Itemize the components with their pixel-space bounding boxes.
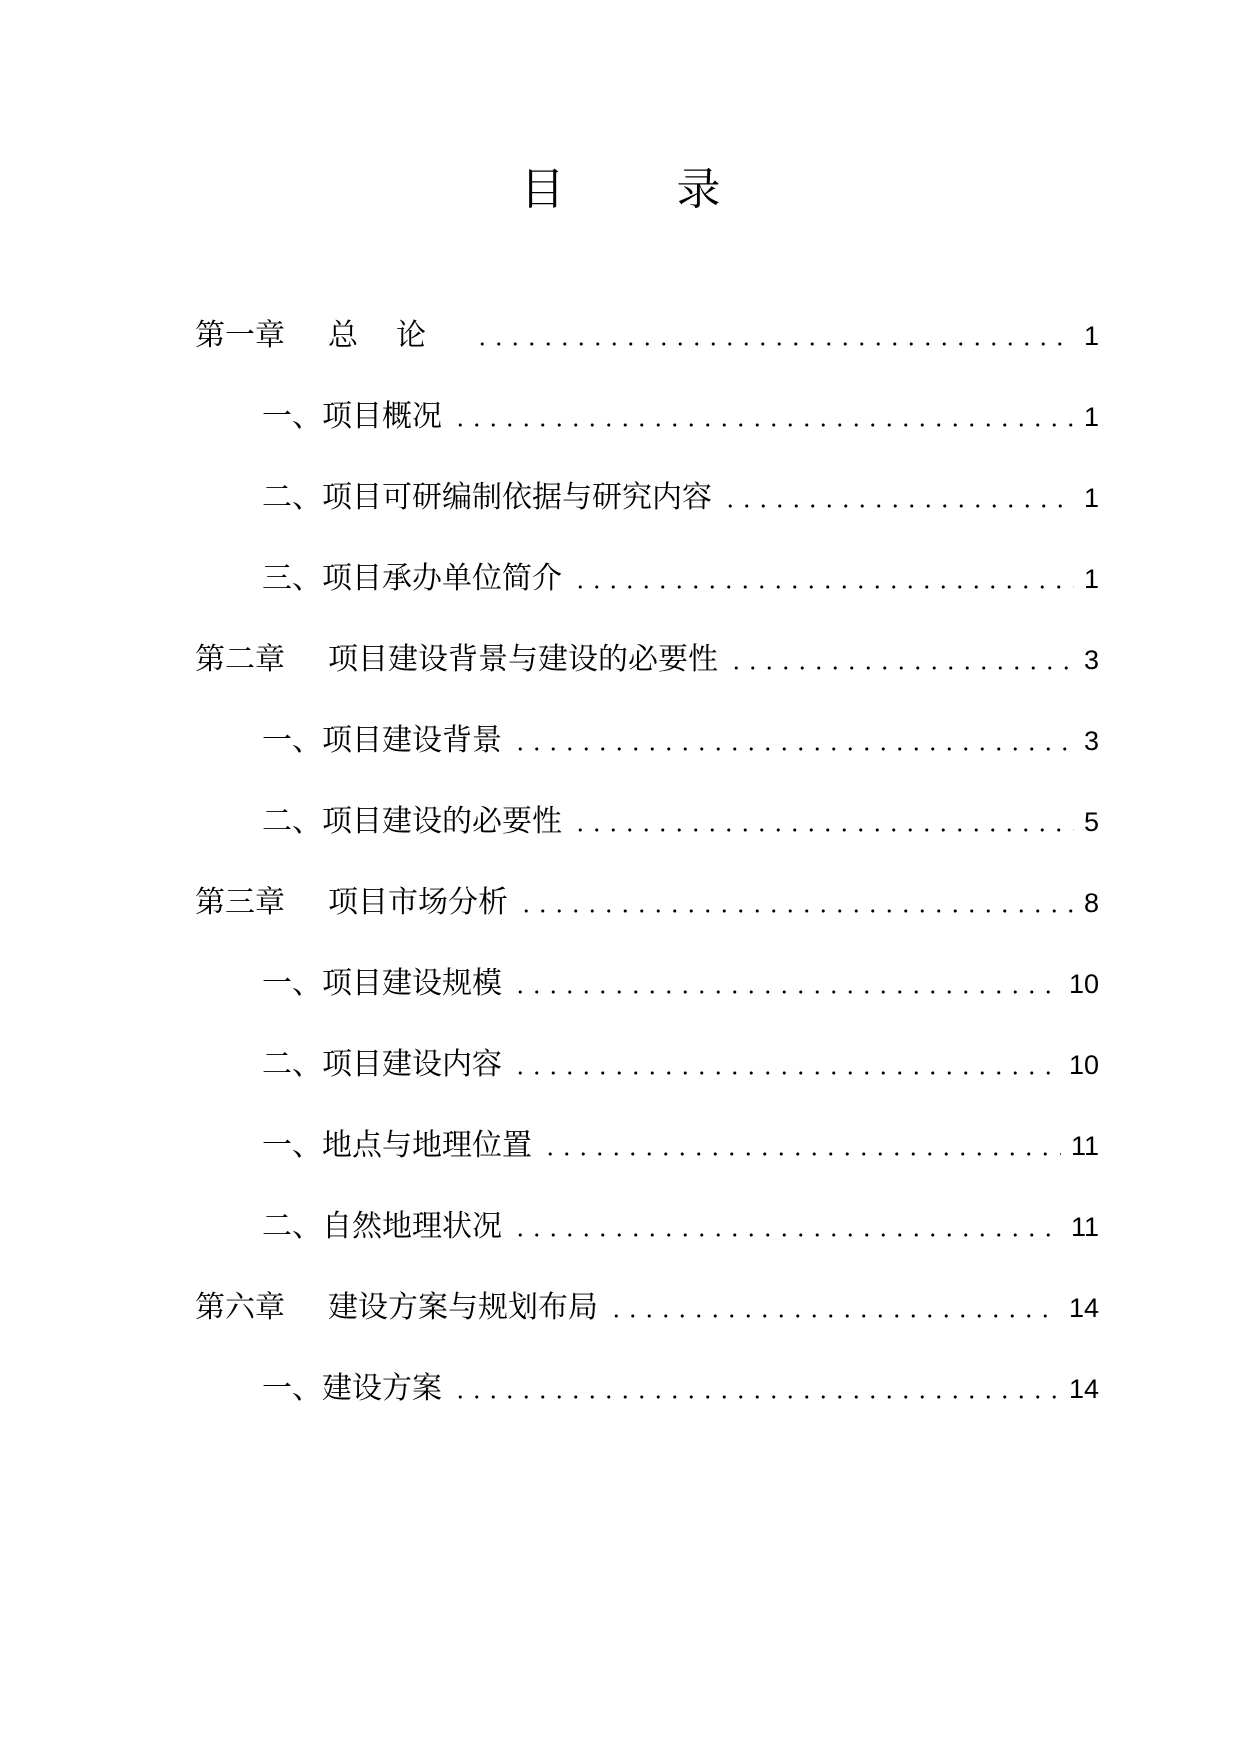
toc-leader-dots xyxy=(512,1233,1061,1237)
toc-leader-dots xyxy=(572,828,1074,832)
toc-entry-section[interactable] xyxy=(262,798,1099,842)
toc-page-number: 11 xyxy=(1070,1212,1099,1242)
toc-entry-title: 总论 xyxy=(328,318,464,353)
toc-entry-section[interactable] xyxy=(262,555,1099,599)
toc-page-number: 1 xyxy=(1083,483,1099,513)
toc-entry-title: 二、项目可研编制依据与研究内容 xyxy=(262,480,712,515)
toc-entry-title: 一、项目建设规模 xyxy=(262,966,502,1001)
toc-entry-section[interactable] xyxy=(262,717,1099,761)
toc-entry-title: 项目市场分析 xyxy=(328,885,508,920)
toc-page-number: 1 xyxy=(1083,321,1099,351)
toc-leader-dots xyxy=(572,585,1074,589)
toc-page-number: 14 xyxy=(1068,1374,1099,1404)
toc-page-number: 8 xyxy=(1083,888,1099,918)
toc-page-number: 5 xyxy=(1083,807,1099,837)
toc-chapter-number: 第一章 xyxy=(195,318,285,353)
toc-leader-dots xyxy=(452,1395,1059,1399)
toc-entry-section[interactable] xyxy=(262,1122,1099,1166)
toc-page-number: 1 xyxy=(1083,564,1099,594)
toc-chapter-number: 第六章 xyxy=(195,1290,285,1325)
toc-entry-title: 三、项目承办单位简介 xyxy=(262,561,562,596)
toc-leader-dots xyxy=(728,666,1074,670)
toc-entry-title: 一、项目建设背景 xyxy=(262,723,502,758)
toc-entry-section[interactable] xyxy=(262,474,1099,518)
toc-entry-title: 二、自然地理状况 xyxy=(262,1209,502,1244)
toc-entry-section[interactable] xyxy=(262,960,1099,1004)
toc-entry-label xyxy=(195,316,464,356)
toc-entry-section[interactable] xyxy=(262,1203,1099,1247)
toc-chapter-number: 第二章 xyxy=(195,642,285,677)
page-title-char: 录 xyxy=(676,164,721,215)
toc-page-number: 10 xyxy=(1068,1050,1099,1080)
toc-leader-dots xyxy=(474,342,1074,346)
toc-leader-dots xyxy=(452,423,1074,427)
toc-leader-dots xyxy=(608,1314,1059,1318)
toc-entry-chapter[interactable] xyxy=(195,636,1099,680)
toc-entry-section[interactable] xyxy=(262,393,1099,437)
toc-entry-label xyxy=(195,883,508,923)
toc-entry-section[interactable] xyxy=(262,1365,1099,1409)
toc-entry-title: 二、项目建设的必要性 xyxy=(262,804,562,839)
toc-leader-dots xyxy=(512,1071,1059,1075)
toc-leader-dots xyxy=(512,990,1059,994)
toc-page-number: 3 xyxy=(1083,726,1099,756)
toc-page-number: 11 xyxy=(1070,1131,1099,1161)
toc-page-number: 10 xyxy=(1068,969,1099,999)
toc-entry-title: 一、建设方案 xyxy=(262,1371,442,1406)
toc-chapter-number: 第三章 xyxy=(195,885,285,920)
toc-page-number: 14 xyxy=(1068,1293,1099,1323)
toc-leader-dots xyxy=(518,909,1074,913)
toc-leader-dots xyxy=(542,1152,1061,1156)
toc-leader-dots xyxy=(512,747,1074,751)
toc-entry-label xyxy=(195,1288,598,1328)
toc-entry-title: 项目建设背景与建设的必要性 xyxy=(328,642,718,677)
toc-entry-title: 一、项目概况 xyxy=(262,399,442,434)
toc-entry-title: 二、项目建设内容 xyxy=(262,1047,502,1082)
toc-entry-title: 一、地点与地理位置 xyxy=(262,1128,532,1163)
toc-page-number: 3 xyxy=(1083,645,1099,675)
toc-entry-chapter[interactable] xyxy=(195,1284,1099,1328)
toc-leader-dots xyxy=(722,504,1074,508)
toc-entry-section[interactable] xyxy=(262,1041,1099,1085)
toc-entry-title: 建设方案与规划布局 xyxy=(328,1290,598,1325)
page-title-char: 目 xyxy=(520,164,565,215)
toc-entry-label xyxy=(195,640,718,680)
toc-page-number: 1 xyxy=(1083,402,1099,432)
toc-entry-chapter[interactable] xyxy=(195,879,1099,923)
toc-entry-chapter[interactable] xyxy=(195,312,1099,356)
